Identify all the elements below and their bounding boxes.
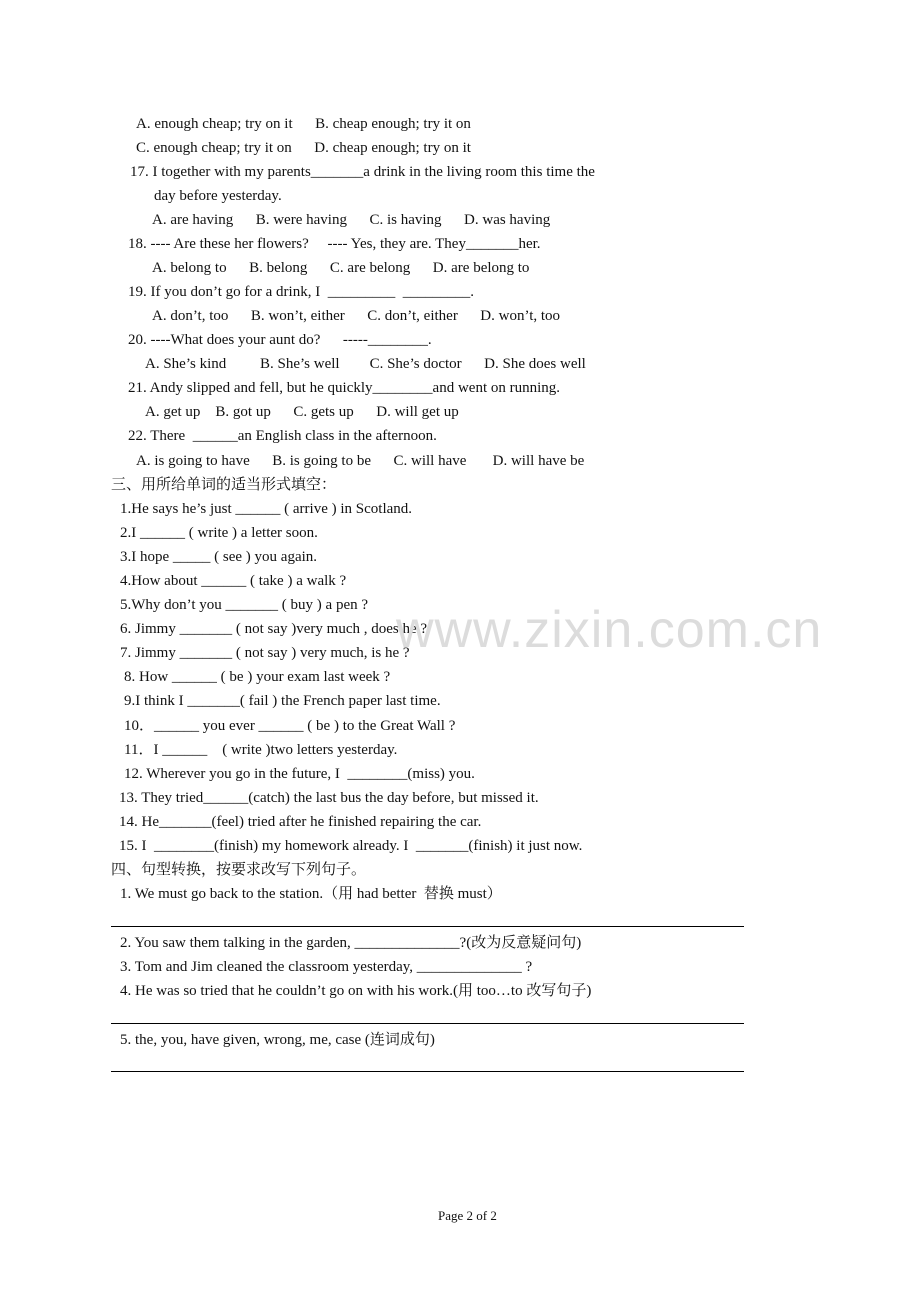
- question-22: 22. There ______an English class in the afternoon.: [128, 428, 437, 444]
- transform-item: 2. You saw them talking in the garden, ______________?(改为反意疑问句): [120, 935, 582, 951]
- question-21: 21. Andy slipped and fell, but he quickly________and went on running.: [128, 380, 561, 396]
- fill-blank-item: 9.I think I _______( fail ) the French paper last time.: [124, 693, 441, 709]
- fill-blank-item: 4.How about ______ ( take ) a walk ?: [120, 573, 347, 589]
- section-4-heading: 四、句型转换，按要求改写下列句子。: [111, 862, 367, 878]
- fill-blank-item: 12. Wherever you go in the future, I ________(miss) you.: [124, 766, 475, 782]
- option-line: A. is going to have B. is going to be C. will have D. will have be: [136, 453, 585, 469]
- question-18: 18. ---- Are these her flowers? ---- Yes, they are. They_______her.: [128, 236, 541, 252]
- fill-blank-item: 15. I ________(finish) my homework already. I _______(finish) it just now.: [119, 838, 583, 854]
- transform-item: 1. We must go back to the station.（用 had better 替换 must）: [120, 886, 502, 902]
- option-line: A. are having B. were having C. is having D. was having: [152, 212, 551, 228]
- transform-item: 3. Tom and Jim cleaned the classroom yesterday, ______________ ?: [120, 959, 533, 975]
- transform-item: 5. the, you, have given, wrong, me, case (连词成句): [120, 1032, 435, 1048]
- option-line: C. enough cheap; try it on D. cheap enough; try on it: [136, 140, 471, 156]
- answer-line: [111, 926, 744, 927]
- option-line: A. belong to B. belong C. are belong D. are belong to: [152, 260, 530, 276]
- fill-blank-item: 8. How ______ ( be ) your exam last week ?: [124, 669, 391, 685]
- question-17-continued: day before yesterday.: [154, 188, 282, 204]
- fill-blank-item: 6. Jimmy _______ ( not say )very much , does he ?: [120, 621, 428, 637]
- fill-blank-item: 1.He says he’s just ______ ( arrive ) in Scotland.: [120, 501, 413, 517]
- fill-blank-item: 7. Jimmy _______ ( not say ) very much, is he ?: [120, 645, 410, 661]
- fill-blank-item: 11．I ______ ( write )two letters yesterday.: [124, 742, 398, 758]
- page-footer: Page 2 of 2: [438, 1208, 497, 1223]
- watermark: www.zixin.com.cn: [396, 601, 823, 659]
- answer-line: [111, 1071, 744, 1072]
- fill-blank-item: 5.Why don’t you _______ ( buy ) a pen ?: [120, 597, 369, 613]
- option-line: A. enough cheap; try on it B. cheap enough; try it on: [136, 116, 471, 132]
- option-line: A. She’s kind B. She’s well C. She’s doctor D. She does well: [145, 356, 586, 372]
- question-19: 19. If you don’t go for a drink, I _________ _________.: [128, 284, 474, 300]
- fill-blank-item: 14. He_______(feel) tried after he finished repairing the car.: [119, 814, 482, 830]
- question-20: 20. ----What does your aunt do? -----________.: [128, 332, 432, 348]
- fill-blank-item: 3.I hope _____ ( see ) you again.: [120, 549, 318, 565]
- answer-line: [111, 1023, 744, 1024]
- question-17: 17. I together with my parents_______a drink in the living room this time the: [130, 164, 595, 180]
- section-3-heading: 三、用所给单词的适当形式填空：: [111, 477, 337, 493]
- fill-blank-item: 2.I ______ ( write ) a letter soon.: [120, 525, 318, 541]
- option-line: A. don’t, too B. won’t, either C. don’t, either D. won’t, too: [152, 308, 561, 324]
- fill-blank-item: 10．______ you ever ______ ( be ) to the Great Wall ?: [124, 718, 456, 734]
- fill-blank-item: 13. They tried______(catch) the last bus the day before, but missed it.: [119, 790, 539, 806]
- option-line: A. get up B. got up C. gets up D. will get up: [145, 404, 459, 420]
- transform-item: 4. He was so tried that he couldn’t go on with his work.(用 too…to 改写句子): [120, 983, 592, 999]
